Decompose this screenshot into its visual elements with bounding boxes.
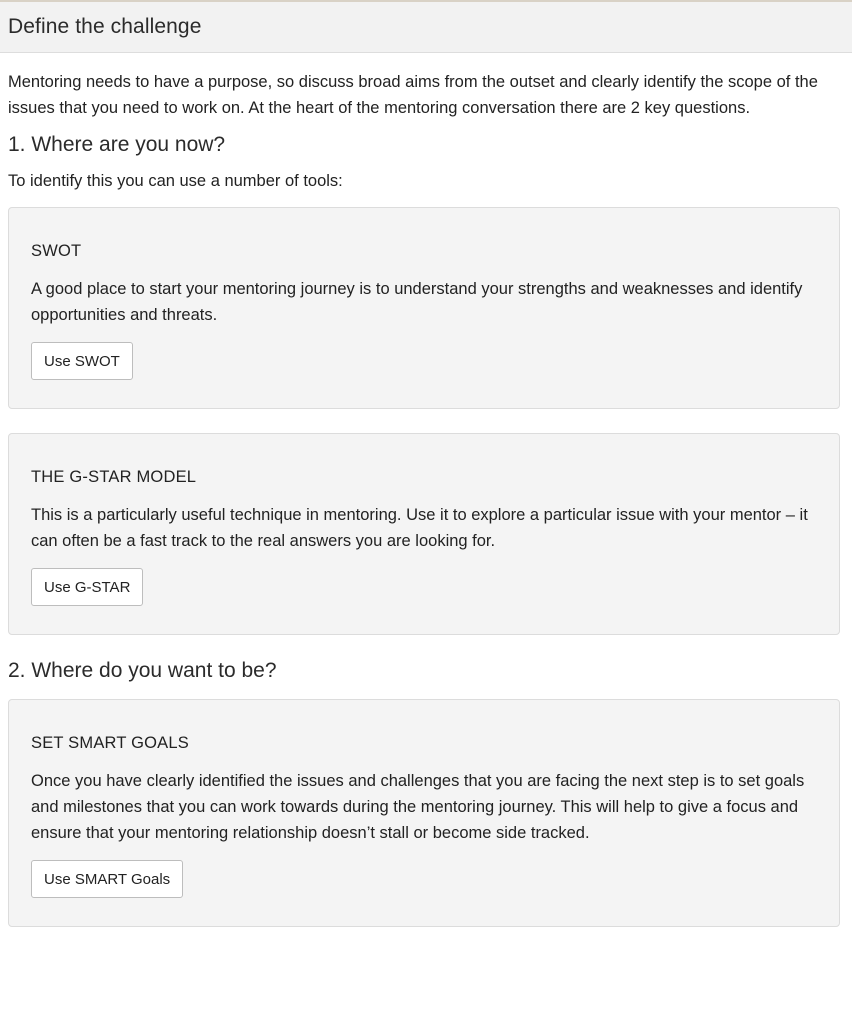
use-smart-goals-button[interactable]: Use SMART Goals xyxy=(31,860,183,898)
card-title: SWOT xyxy=(31,242,82,260)
section-heading-where-want-to-be: 2. Where do you want to be? xyxy=(8,659,277,682)
card-description: A good place to start your mentoring journey is to understand your strengths and weaknesses and identify opportunities and threats. xyxy=(31,280,803,324)
main-content xyxy=(0,69,852,927)
tool-card-swot xyxy=(8,207,840,409)
tool-card-gstar xyxy=(8,433,840,635)
card-description: Once you have clearly identified the issues and challenges that you are facing the next step is to set goals and milestones that you can work towards during the mentoring journey. This will help to give a focus and ensure that your mentoring relationship doesn’t stall or become side tracked. xyxy=(31,772,805,842)
page-header xyxy=(0,0,852,53)
tool-card-smart-goals xyxy=(8,699,840,927)
use-gstar-button[interactable]: Use G-STAR xyxy=(31,568,143,606)
card-title: SET SMART GOALS xyxy=(31,734,189,752)
section-heading-where-now: 1. Where are you now? xyxy=(8,133,226,156)
use-swot-button[interactable]: Use SWOT xyxy=(31,342,133,380)
card-title: THE G-STAR MODEL xyxy=(31,468,197,486)
intro-paragraph: Mentoring needs to have a purpose, so discuss broad aims from the outset and clearly identify the scope of the issues that you need to work on. At the heart of the mentoring conversation there are 2 key questions. xyxy=(8,73,818,117)
page-title: Define the challenge xyxy=(8,15,202,38)
card-description: This is a particularly useful technique in mentoring. Use it to explore a particular issue with your mentor – it can often be a fast track to the real answers you are looking for. xyxy=(31,506,808,550)
section-subtext: To identify this you can use a number of tools: xyxy=(8,172,343,190)
